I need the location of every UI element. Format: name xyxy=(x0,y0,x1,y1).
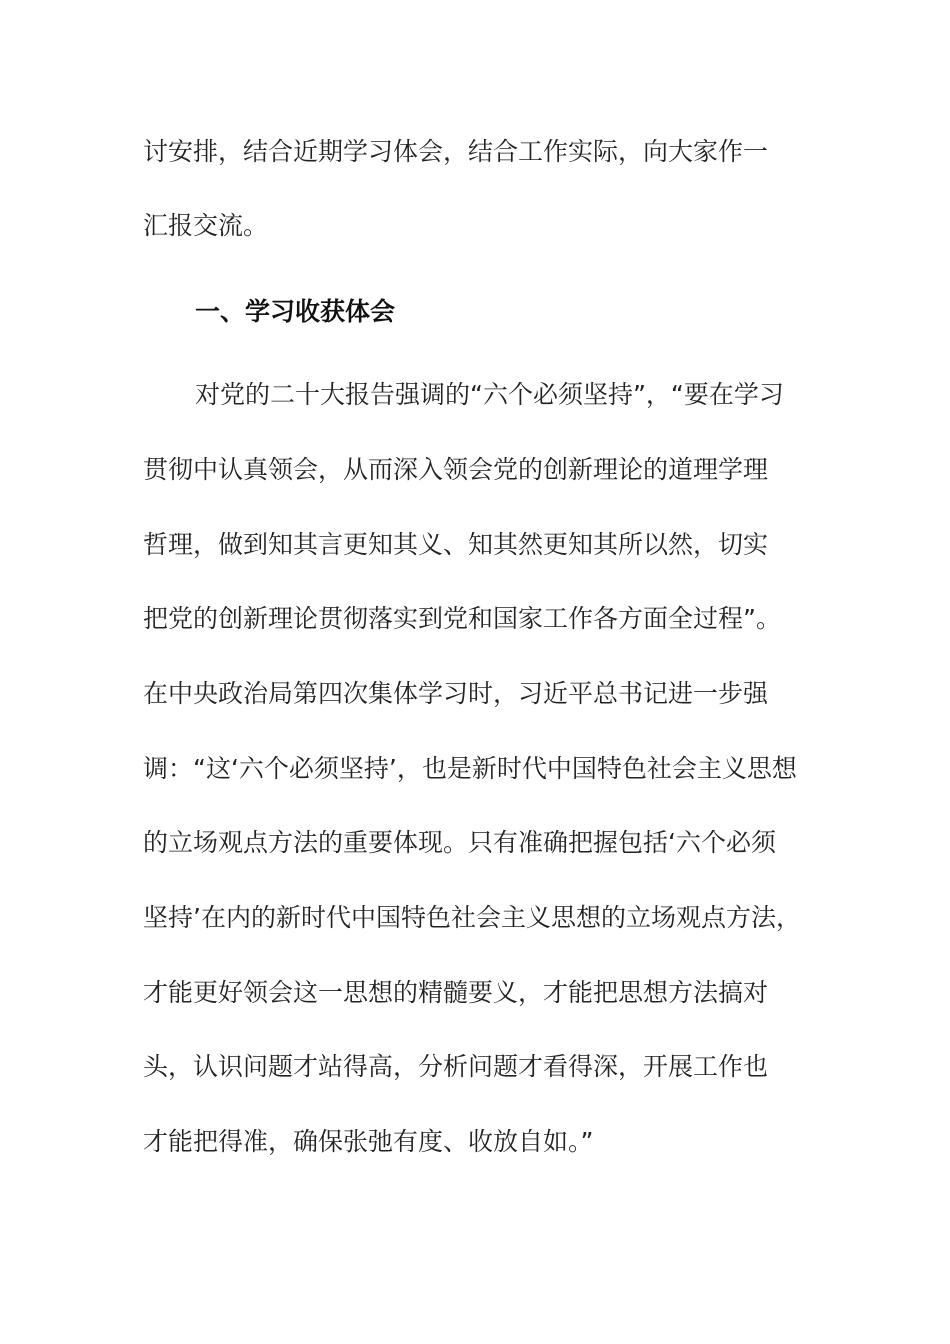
section-heading: 一、学习收获体会 xyxy=(195,297,396,326)
paragraph-body-line-10: 头，认识问题才站得高，分析问题才看得深，开展工作也 xyxy=(143,1052,769,1081)
paragraph-body-line-2: 贯彻中认真领会，从而深入领会党的创新理论的道理学理 xyxy=(143,455,769,484)
paragraph-body-line-1: 对党的二十大报告强调的“六个必须坚持”，“要在学习 xyxy=(195,380,784,409)
paragraph-body-line-8: 坚持’在内的新时代中国特色社会主义思想的立场观点方法， xyxy=(143,903,801,932)
paragraph-body-line-5: 在中央政治局第四次集体学习时，习近平总书记进一步强 xyxy=(143,679,769,708)
paragraph-body-line-6: 调：“这‘六个必须坚持’，也是新时代中国特色社会主义思想 xyxy=(143,754,797,783)
paragraph-intro-line-2: 汇报交流。 xyxy=(143,211,269,240)
paragraph-intro-line-1: 讨安排，结合近期学习体会，结合工作实际，向大家作一 xyxy=(143,137,769,166)
paragraph-body-line-3: 哲理，做到知其言更知其义、知其然更知其所以然，切实 xyxy=(143,530,769,559)
paragraph-body-line-4: 把党的创新理论贯彻落实到党和国家工作各方面全过程”。 xyxy=(143,604,781,633)
paragraph-body-line-11: 才能把得准，确保张弛有度、收放自如。” xyxy=(143,1127,594,1156)
paragraph-body-line-9: 才能更好领会这一思想的精髓要义，才能把思想方法搞对 xyxy=(143,978,769,1007)
paragraph-body-line-7: 的立场观点方法的重要体现。只有准确把握包括‘六个必须 xyxy=(143,828,776,857)
